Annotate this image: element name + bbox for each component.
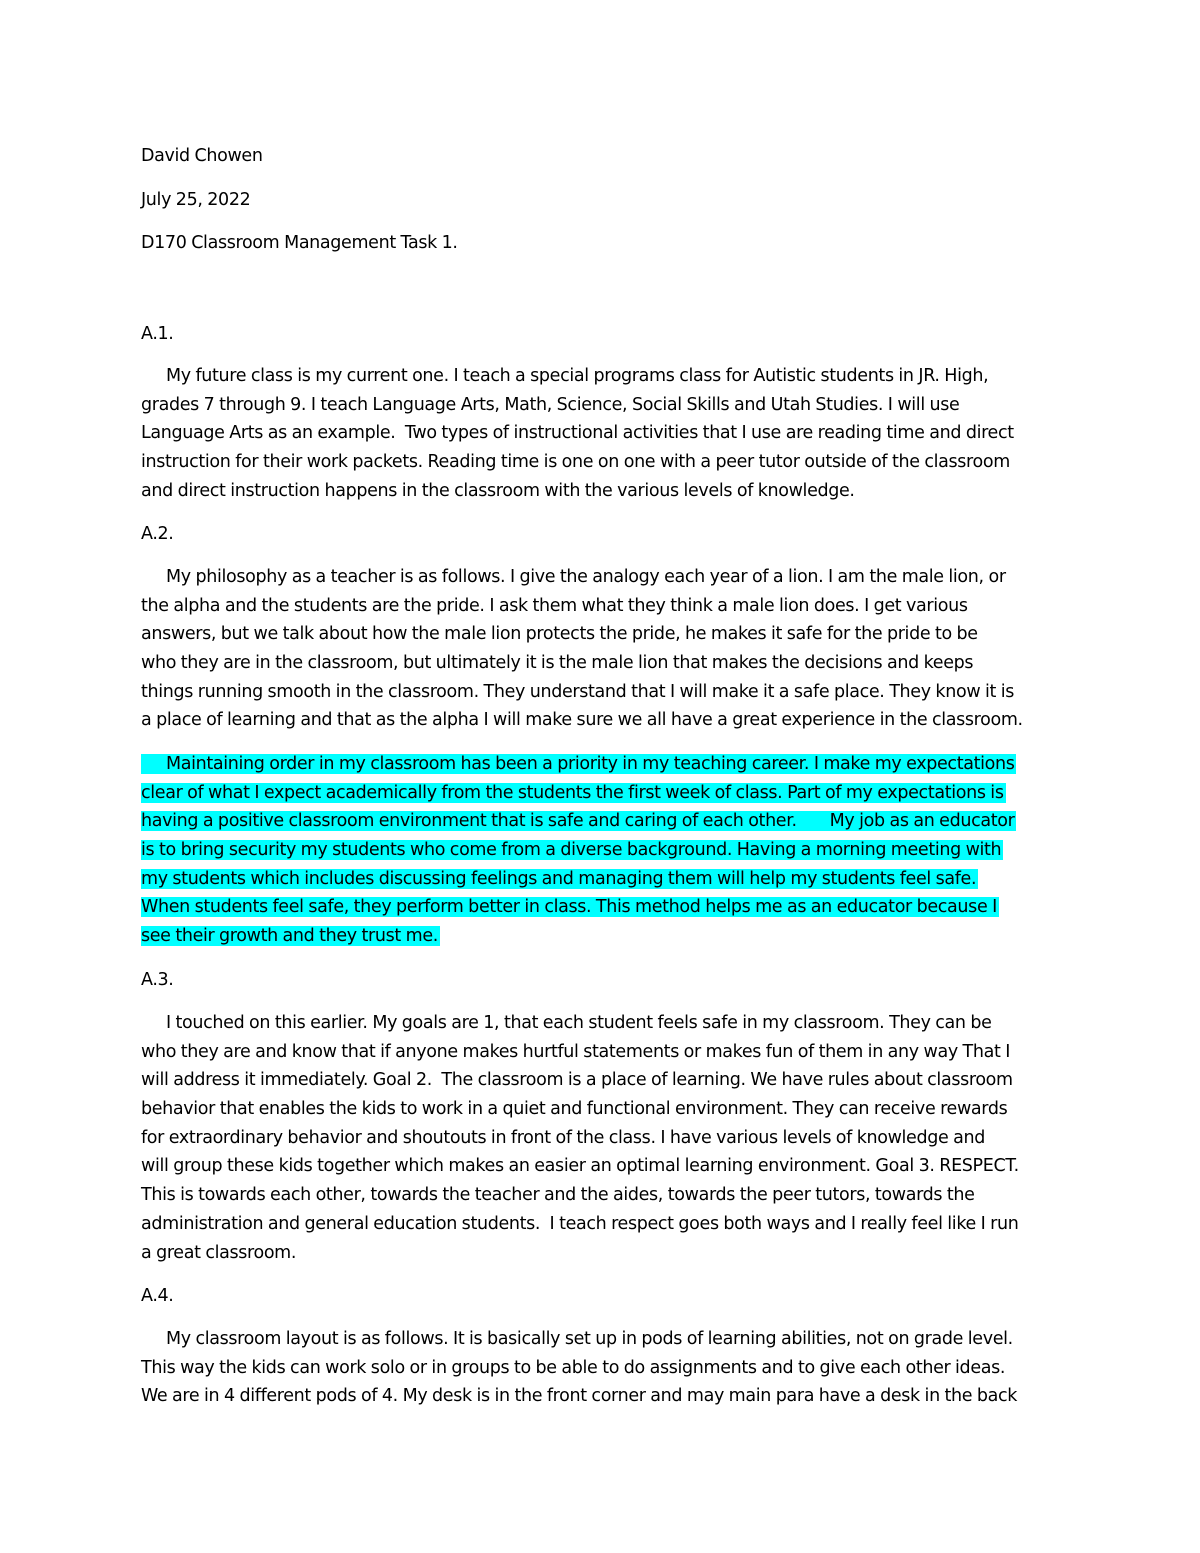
- paragraph-line: answers, but we talk about how the male lion protects the pride, he makes it safe for the pride to be: [141, 624, 978, 645]
- paragraph-line: This is towards each other, towards the teacher and the aides, towards the peer tutors, towards the: [141, 1185, 975, 1206]
- section-heading: A.2.: [141, 524, 174, 544]
- section-a3-paragraph: [141, 1009, 1081, 1267]
- author-name-text: David Chowen: [141, 146, 263, 166]
- highlighted-line: [141, 779, 1081, 808]
- paragraph-line: a place of learning and that as the alpha I will make sure we all have a great experience in the classroom.: [141, 710, 1023, 731]
- paragraph-line: My future class is my current one. I teach a special programs class for Autistic students in JR. High,: [166, 366, 989, 386]
- document-title: [141, 229, 1081, 258]
- paragraph-line: My classroom layout is as follows. It is basically set up in pods of learning abilities, not on grade level.: [166, 1329, 1013, 1349]
- author-name: [141, 142, 1081, 171]
- paragraph-line: will group these kids together which makes an easier an optimal learning environment. Goal 3. RESPECT.: [141, 1156, 1019, 1177]
- section-a2-highlighted-paragraph: [141, 750, 1081, 951]
- paragraph-line: instruction for their work packets. Reading time is one on one with a peer tutor outside of the classroom: [141, 452, 1010, 473]
- highlighted-line: [141, 893, 1081, 922]
- document-title-text: D170 Classroom Management Task 1.: [141, 233, 458, 253]
- highlighted-text: clear of what I expect academically from the students the first week of class. Part of my expectations is: [141, 782, 1004, 803]
- paragraph-line: who they are in the classroom, but ultimately it is the male lion that makes the decisions and keeps: [141, 653, 974, 674]
- highlighted-text: Maintaining order in my classroom has been a priority in my teaching career. I make my expectations: [141, 754, 1016, 774]
- paragraph-line: a great classroom.: [141, 1242, 297, 1263]
- highlighted-line: [141, 922, 1081, 951]
- section-a1-heading: [141, 320, 1081, 349]
- highlighted-text: see their growth and they trust me.: [141, 926, 438, 947]
- highlighted-text: is to bring security my students who come from a diverse background. Having a morning meeting with: [141, 840, 1002, 861]
- paragraph-line: and direct instruction happens in the classroom with the various levels of knowledge.: [141, 480, 855, 501]
- highlighted-text: When students feel safe, they perform better in class. This method helps me as an educator because I: [141, 897, 997, 918]
- document-date-text: July 25, 2022: [141, 190, 251, 210]
- paragraph-line: This way the kids can work solo or in groups to be able to do assignments and to give each other ideas.: [141, 1357, 1006, 1378]
- paragraph-line: behavior that enables the kids to work in a quiet and functional environment. They can receive rewards: [141, 1099, 1008, 1120]
- highlighted-text: my students which includes discussing feelings and managing them will help my students feel safe.: [141, 868, 977, 889]
- paragraph-line: the alpha and the students are the pride. I ask them what they think a male lion does. I get various: [141, 595, 968, 616]
- paragraph-line: I touched on this earlier. My goals are 1, that each student feels safe in my classroom. They can be: [166, 1013, 992, 1033]
- highlighted-line: [141, 836, 1081, 865]
- paragraph-line: for extraordinary behavior and shoutouts in front of the class. I have various levels of knowledge and: [141, 1127, 985, 1148]
- section-a1-paragraph: [141, 362, 1081, 505]
- paragraph-line: things running smooth in the classroom. They understand that I will make it a safe place. They know it is: [141, 681, 1015, 702]
- section-heading: A.4.: [141, 1286, 174, 1306]
- paragraph-line: will address it immediately. Goal 2. The classroom is a place of learning. We have rules about classroom: [141, 1070, 1013, 1091]
- highlighted-text: having a positive classroom environment that is safe and caring of each other. My job as an educator: [141, 811, 1015, 832]
- section-a2-heading: [141, 520, 1081, 549]
- highlighted-line: [141, 750, 1081, 779]
- section-a3-heading: [141, 966, 1081, 995]
- section-heading: A.1.: [141, 324, 174, 344]
- highlighted-line: [141, 865, 1081, 894]
- paragraph-line: who they are and know that if anyone makes hurtful statements or makes fun of them in any way That I: [141, 1041, 1011, 1062]
- section-a2-paragraph: [141, 563, 1081, 735]
- paragraph-line: Language Arts as an example. Two types of instructional activities that I use are reading time and direct: [141, 423, 1014, 444]
- paragraph-line: administration and general education students. I teach respect goes both ways and I really feel like I run: [141, 1213, 1019, 1234]
- paragraph-line: grades 7 through 9. I teach Language Arts, Math, Science, Social Skills and Utah Studies. I will use: [141, 394, 960, 415]
- document-date: [141, 186, 1081, 215]
- section-a4-paragraph: [141, 1325, 1081, 1411]
- section-a4-heading: [141, 1282, 1081, 1311]
- paragraph-line: We are in 4 different pods of 4. My desk is in the front corner and may main para have a desk in the back: [141, 1386, 1018, 1407]
- paragraph-line: My philosophy as a teacher is as follows. I give the analogy each year of a lion. I am the male lion, or: [166, 567, 1006, 587]
- section-heading: A.3.: [141, 970, 174, 990]
- highlighted-line: [141, 807, 1081, 836]
